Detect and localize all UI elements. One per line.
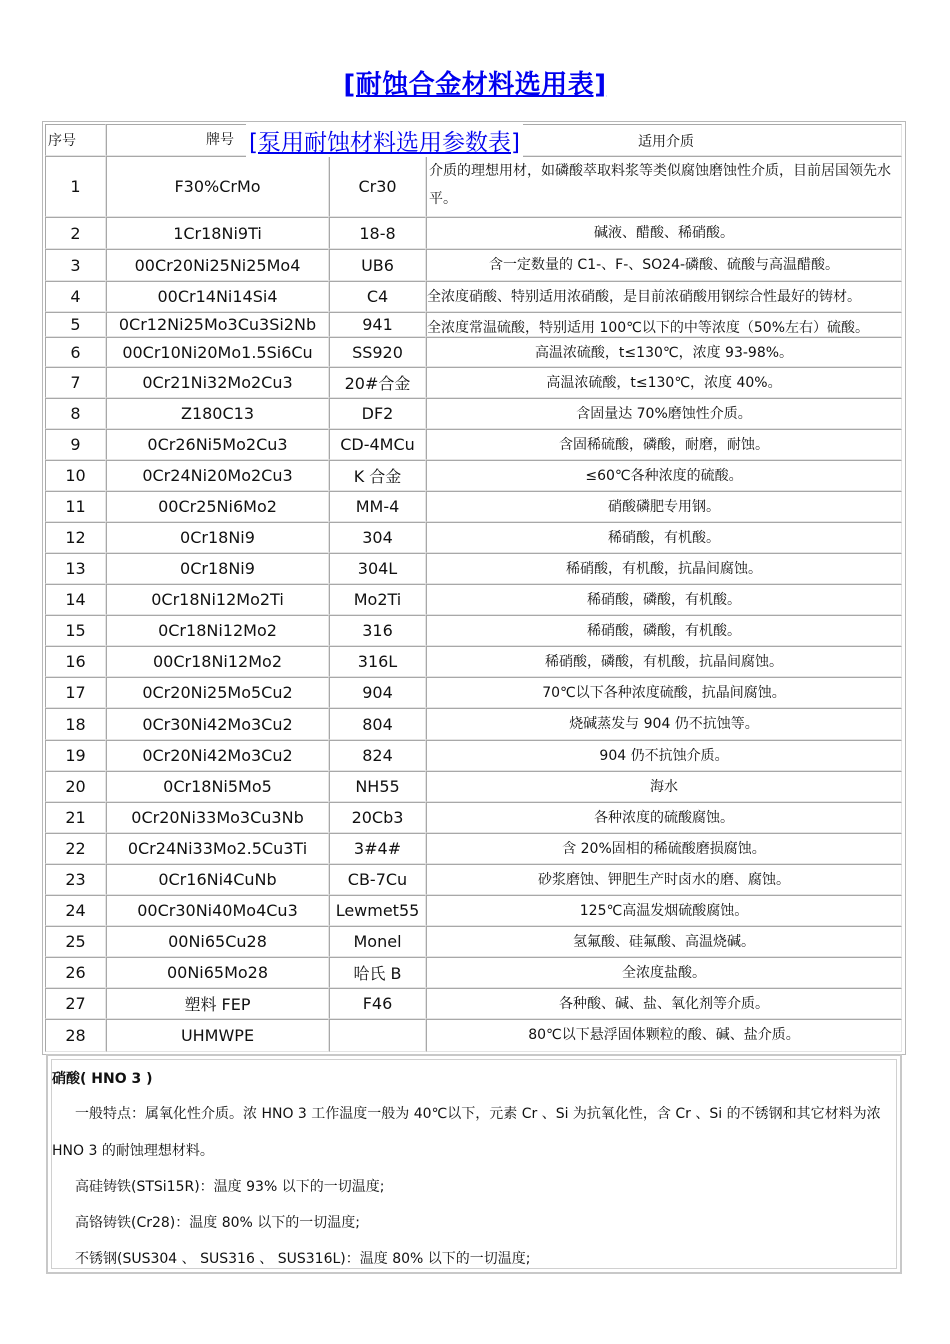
row-media: 高温浓硫酸，t≤130℃，浓度 40%。 (426, 367, 902, 398)
row-grade: 0Cr20Ni25Mo5Cu2 (106, 677, 329, 708)
row-code: 304 (329, 522, 426, 553)
row-code: K 合金 (329, 460, 426, 491)
row-index: 12 (45, 522, 106, 553)
row-index: 20 (45, 771, 106, 802)
row-code (329, 1019, 426, 1052)
row-media: 稀硝酸，磷酸，有机酸。 (426, 584, 902, 615)
row-index: 25 (45, 926, 106, 957)
notes-line-2: HNO 3 的耐蚀理想材料。 (52, 1143, 214, 1159)
row-grade: 00Cr10Ni20Mo1.5Si6Cu (106, 337, 329, 367)
row-media: 介质的理想用材，如磷酸萃取料浆等类似腐蚀磨蚀性介质，目前居国领先水平。 (426, 156, 902, 217)
row-index: 19 (45, 740, 106, 771)
row-media: 70℃以下各种浓度硫酸，抗晶间腐蚀。 (426, 677, 902, 708)
notes-inner-frame (51, 1059, 897, 1269)
row-media: 氢氟酸、硅氟酸、高温烧碱。 (426, 926, 902, 957)
row-index: 8 (45, 398, 106, 429)
row-grade: 0Cr26Ni5Mo2Cu3 (106, 429, 329, 460)
row-grade: 00Ni65Mo28 (106, 957, 329, 988)
row-index: 2 (45, 217, 106, 249)
row-grade: 00Cr25Ni6Mo2 (106, 491, 329, 522)
row-index: 4 (45, 281, 106, 312)
row-grade: 00Cr18Ni12Mo2 (106, 646, 329, 677)
row-code: Mo2Ti (329, 584, 426, 615)
row-grade: 1Cr18Ni9Ti (106, 217, 329, 249)
row-code: F46 (329, 988, 426, 1019)
row-code: 304L (329, 553, 426, 584)
row-media: 烧碱蒸发与 904 仍不抗蚀等。 (426, 708, 902, 740)
row-code: 316L (329, 646, 426, 677)
row-index: 15 (45, 615, 106, 646)
row-media: 海水 (426, 771, 902, 802)
row-index: 24 (45, 895, 106, 926)
notes-panel (46, 1054, 902, 1274)
row-grade: 0Cr12Ni25Mo3Cu3Si2Nb (106, 312, 329, 337)
row-media: 含固稀硫酸，磷酸，耐磨，耐蚀。 (426, 429, 902, 460)
notes-line-3: 高硅铸铁(STSi15R)：温度 93% 以下的一切温度; (75, 1179, 385, 1195)
row-grade: 0Cr20Ni33Mo3Cu3Nb (106, 802, 329, 833)
row-grade: UHMWPE (106, 1019, 329, 1052)
notes-line-4: 高铬铸铁(Cr28)：温度 80% 以下的一切温度; (75, 1215, 361, 1231)
row-media: 碱液、醋酸、稀硝酸。 (426, 217, 902, 249)
row-index: 27 (45, 988, 106, 1019)
row-index: 3 (45, 249, 106, 281)
row-code: C4 (329, 281, 426, 312)
row-code: SS920 (329, 337, 426, 367)
row-media: 稀硝酸，有机酸。 (426, 522, 902, 553)
row-grade: Z180C13 (106, 398, 329, 429)
row-index: 5 (45, 312, 106, 337)
row-media: 稀硝酸，有机酸，抗晶间腐蚀。 (426, 553, 902, 584)
row-index: 28 (45, 1019, 106, 1052)
row-media: 硝酸磷肥专用钢。 (426, 491, 902, 522)
row-index: 21 (45, 802, 106, 833)
row-code: UB6 (329, 249, 426, 281)
row-code: Cr30 (329, 156, 426, 217)
row-media: 砂浆磨蚀、钾肥生产时卤水的磨、腐蚀。 (426, 864, 902, 895)
row-index: 11 (45, 491, 106, 522)
row-grade: 0Cr24Ni20Mo2Cu3 (106, 460, 329, 491)
row-index: 7 (45, 367, 106, 398)
row-code: CB-7Cu (329, 864, 426, 895)
row-grade: 0Cr18Ni9 (106, 522, 329, 553)
row-index: 16 (45, 646, 106, 677)
row-code: Lewmet55 (329, 895, 426, 926)
row-grade: 00Cr30Ni40Mo4Cu3 (106, 895, 329, 926)
row-media: 各种酸、碱、盐、氧化剂等介质。 (426, 988, 902, 1019)
row-grade: 0Cr18Ni12Mo2 (106, 615, 329, 646)
row-media: 全浓度盐酸。 (426, 957, 902, 988)
row-index: 14 (45, 584, 106, 615)
row-code: 824 (329, 740, 426, 771)
row-grade: 00Ni65Cu28 (106, 926, 329, 957)
notes-heading: 硝酸( HNO 3 ) (52, 1071, 153, 1087)
row-index: 13 (45, 553, 106, 584)
notes-line-1: 一般特点：属氧化性介质。浓 HNO 3 工作温度一般为 40℃以下，元素 Cr 、Si 为抗氧化性，含 Cr 、Si 的不锈钢和其它材料为浓 (75, 1106, 881, 1122)
row-code: 904 (329, 677, 426, 708)
row-grade: 0Cr20Ni42Mo3Cu2 (106, 740, 329, 771)
row-media: 全浓度常温硫酸，特别适用 100℃以下的中等浓度（50%左右）硫酸。 (426, 312, 902, 337)
row-code: 20#合金 (329, 367, 426, 398)
row-media: 80℃以下悬浮固体颗粒的酸、碱、盐介质。 (426, 1019, 902, 1052)
row-media: 904 仍不抗蚀介质。 (426, 740, 902, 771)
row-index: 9 (45, 429, 106, 460)
notes-line-5: 不锈钢(SUS304 、 SUS316 、 SUS316L)：温度 80% 以下的一切温度; (75, 1251, 531, 1267)
row-index: 17 (45, 677, 106, 708)
row-code: CD-4MCu (329, 429, 426, 460)
row-media: ≤60℃各种浓度的硫酸。 (426, 460, 902, 491)
row-index: 22 (45, 833, 106, 864)
row-index: 23 (45, 864, 106, 895)
row-index: 18 (45, 708, 106, 740)
row-media: 稀硝酸，磷酸，有机酸。 (426, 615, 902, 646)
row-code: 316 (329, 615, 426, 646)
row-grade: 0Cr16Ni4CuNb (106, 864, 329, 895)
row-grade: 塑料 FEP (106, 988, 329, 1019)
row-code: DF2 (329, 398, 426, 429)
row-grade: 00Cr14Ni14Si4 (106, 281, 329, 312)
row-code: 20Cb3 (329, 802, 426, 833)
header-index: 序号 (45, 124, 106, 156)
row-grade: 0Cr30Ni42Mo3Cu2 (106, 708, 329, 740)
row-media: 125℃高温发烟硫酸腐蚀。 (426, 895, 902, 926)
row-code: 18-8 (329, 217, 426, 249)
row-media: 含 20%固相的稀硫酸磨损腐蚀。 (426, 833, 902, 864)
row-index: 6 (45, 337, 106, 367)
row-media: 含固量达 70%磨蚀性介质。 (426, 398, 902, 429)
row-grade: 0Cr18Ni5Mo5 (106, 771, 329, 802)
row-code: Monel (329, 926, 426, 957)
row-index: 10 (45, 460, 106, 491)
page-title[interactable]: [耐蚀合金材料选用表] (343, 70, 607, 100)
row-code: 804 (329, 708, 426, 740)
table-subtitle-link[interactable]: [泵用耐蚀材料选用参数表] (246, 124, 523, 157)
row-code: MM-4 (329, 491, 426, 522)
row-grade: 0Cr18Ni12Mo2Ti (106, 584, 329, 615)
row-index: 26 (45, 957, 106, 988)
row-media: 高温浓硫酸，t≤130℃，浓度 93-98%。 (426, 337, 902, 367)
row-code: 3#4# (329, 833, 426, 864)
row-media: 全浓度硝酸、特别适用浓硝酸，是目前浓硝酸用钢综合性最好的铸材。 (426, 281, 902, 312)
header-media: 适用介质 (426, 124, 902, 156)
row-index: 1 (45, 156, 106, 217)
header-grade: 牌号 (106, 124, 329, 156)
row-code: 941 (329, 312, 426, 337)
row-media: 含一定数量的 C1-、F-、SO24-磷酸、硫酸与高温醋酸。 (426, 249, 902, 281)
row-grade: F30%CrMo (106, 156, 329, 217)
row-grade: 0Cr24Ni33Mo2.5Cu3Ti (106, 833, 329, 864)
row-code: NH55 (329, 771, 426, 802)
row-grade: 00Cr20Ni25Ni25Mo4 (106, 249, 329, 281)
row-code: 哈氏 B (329, 957, 426, 988)
row-media: 稀硝酸，磷酸，有机酸，抗晶间腐蚀。 (426, 646, 902, 677)
row-grade: 0Cr18Ni9 (106, 553, 329, 584)
row-media: 各种浓度的硫酸腐蚀。 (426, 802, 902, 833)
row-grade: 0Cr21Ni32Mo2Cu3 (106, 367, 329, 398)
